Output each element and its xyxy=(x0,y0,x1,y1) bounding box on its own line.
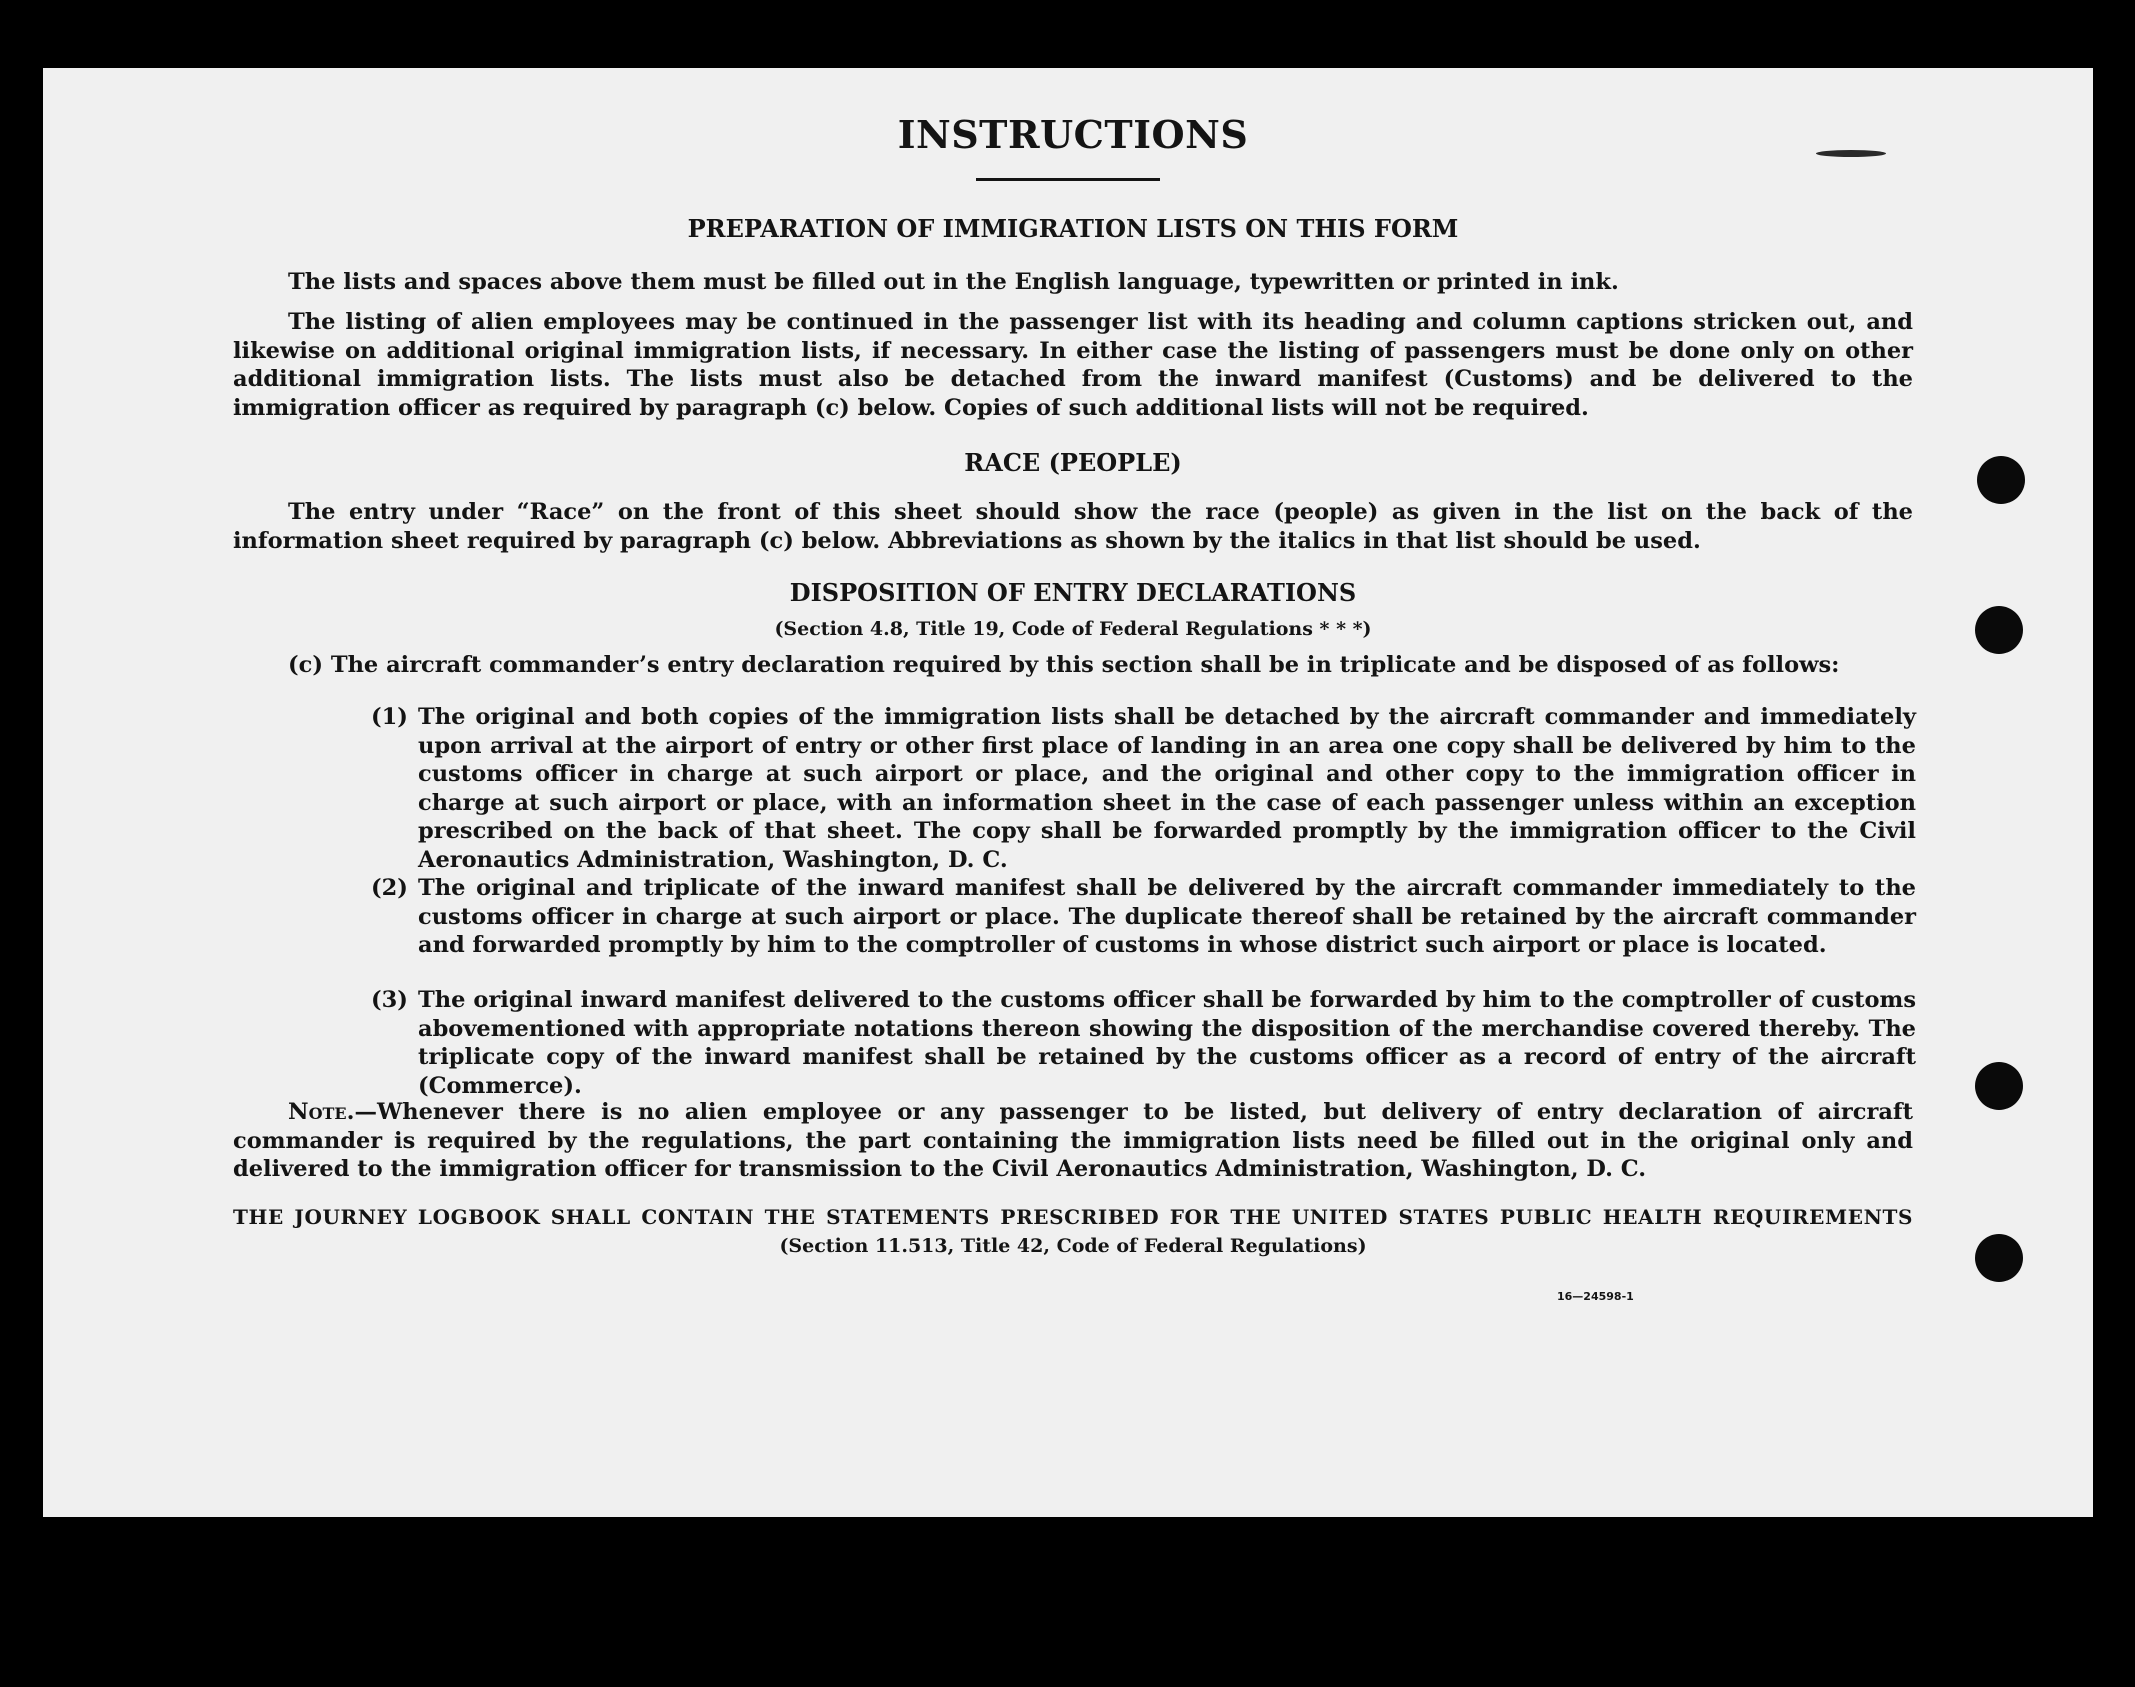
journey-citation: (Section 11.513, Title 42, Code of Federal Regulations) xyxy=(779,1235,1367,1257)
note-label: Note. xyxy=(288,1099,355,1125)
punch-hole-3 xyxy=(1975,1062,2023,1110)
paragraph-preparation-1: The lists and spaces above them must be filled out in the English language, typewritten or printed in ink. xyxy=(288,269,1619,295)
disposition-item-2 xyxy=(371,874,1916,960)
item-text: The original and both copies of the immigration lists shall be detached by the aircraft commander and immediately upon arrival at the airport of entry or other first place of landing in an area one copy shall be delivered by him to the customs officer in charge at such airport or place, and the original and other copy to the immigration officer in charge at such airport or place, with an information sheet in the case of each passenger unless within an exception prescribed on the back of that sheet. The copy shall be forwarded promptly by the immigration officer to the Civil Aeronautics Administration, Washington, D. C. xyxy=(418,704,1916,873)
paragraph-preparation-2: The listing of alien employees may be continued in the passenger list with its heading and column captions stricken out, and likewise on additional original immigration lists, if necessary. In either case the listing of passengers must be done only on other additional immigration lists. The lists must also be detached from the inward manifest (Customs) and be delivered to the immigration officer as required by paragraph (c) below. Copies of such additional lists will not be required. xyxy=(233,309,1913,421)
note-paragraph xyxy=(233,1098,1913,1184)
form-number: 16—24598-1 xyxy=(1557,1290,1634,1303)
paragraph-disposition-intro: (c) The aircraft commander’s entry declaration required by this section shall be in triplicate and be disposed of as follows: xyxy=(288,652,1840,678)
item-number: (2) xyxy=(371,875,408,901)
heading-race: RACE (PEOPLE) xyxy=(964,448,1182,477)
punch-hole-2 xyxy=(1975,606,2023,654)
journey-logbook-statement: THE JOURNEY LOGBOOK SHALL CONTAIN THE STATEMENTS PRESCRIBED FOR THE UNITED STATES PUBLIC HEALTH REQUIREMENTS xyxy=(233,1205,1913,1229)
item-text: The original and triplicate of the inward manifest shall be delivered by the aircraft commander immediately to the customs officer in charge at such airport or place. The duplicate thereof shall be retained by the aircraft commander and forwarded promptly by him to the comptroller of customs in whose district such airport or place is located. xyxy=(418,875,1916,958)
heading-disposition: DISPOSITION OF ENTRY DECLARATIONS xyxy=(789,578,1357,607)
note-text: —Whenever there is no alien employee or any passenger to be listed, but delivery of entry declaration of aircraft commander is required by the regulations, the part containing the immigration lists need be filled out in the original only and delivered to the immigration officer for transmission to the Civil Aeronautics Administration, Washington, D. C. xyxy=(233,1099,1913,1182)
item-number: (1) xyxy=(371,704,408,730)
heading-preparation: PREPARATION OF IMMIGRATION LISTS ON THIS FORM xyxy=(687,214,1459,243)
page-title: INSTRUCTIONS xyxy=(897,112,1249,157)
disposition-item-3 xyxy=(371,986,1916,1100)
ink-smudge xyxy=(1816,150,1886,157)
punch-hole-1 xyxy=(1977,456,2025,504)
document-page xyxy=(43,68,2093,1517)
paragraph-race: The entry under “Race” on the front of this sheet should show the race (people) as given in the list on the back of the information sheet required by paragraph (c) below. Abbreviations as shown by the italics in that list should be used. xyxy=(233,499,1913,554)
item-number: (3) xyxy=(371,987,408,1013)
punch-hole-4 xyxy=(1975,1234,2023,1282)
disposition-item-1 xyxy=(371,703,1916,874)
title-underline xyxy=(976,178,1160,181)
citation-disposition: (Section 4.8, Title 19, Code of Federal Regulations * * *) xyxy=(774,618,1372,640)
item-text: The original inward manifest delivered to the customs officer shall be forwarded by him to the comptroller of customs abovementioned with appropriate notations thereon showing the disposition of the merchandise covered thereby. The triplicate copy of the inward manifest shall be retained by the customs officer as a record of entry of the aircraft (Commerce). xyxy=(418,987,1916,1099)
